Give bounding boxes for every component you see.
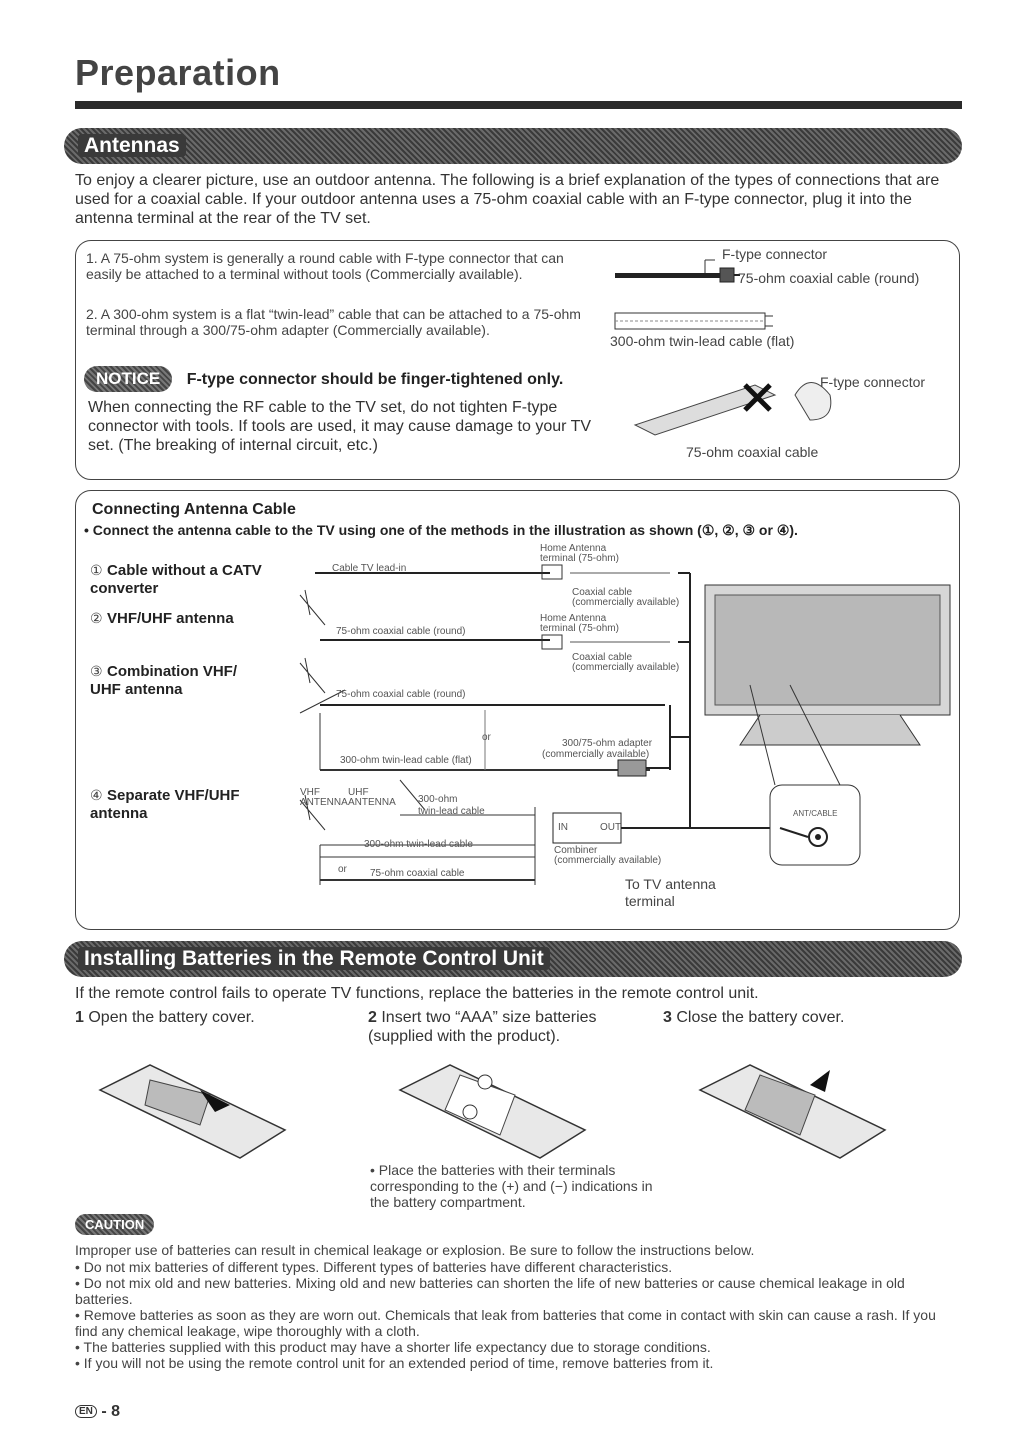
ant-cable-terminal-box bbox=[770, 785, 860, 865]
step-3-num: 3 bbox=[663, 1009, 672, 1026]
lbl-coax-1: Coaxial cable bbox=[572, 587, 633, 598]
lbl-terminal-2: terminal (75-ohm) bbox=[540, 623, 619, 634]
caution-badge: CAUTION bbox=[75, 1214, 154, 1235]
connecting-instruction: • Connect the antenna cable to the TV using one of the methods in the illustration as shown (①, ②, ③ or ④). bbox=[84, 522, 798, 538]
lbl-twinlead-4: 300-ohm twin-lead cable bbox=[364, 839, 473, 850]
lbl-antenna-u: ANTENNA bbox=[348, 797, 396, 808]
method-4-label: Separate VHF/UHF antenna bbox=[90, 787, 240, 822]
lbl-to-tv: To TV antenna bbox=[625, 876, 716, 892]
method-2 bbox=[90, 610, 290, 628]
caution-item: • The batteries supplied with this product may have a shorter life expectancy due to storage conditions. bbox=[75, 1339, 711, 1355]
lbl-commercial-1: (commercially available) bbox=[572, 597, 680, 608]
lbl-or-2: or bbox=[338, 864, 347, 875]
lbl-terminal-1: terminal (75-ohm) bbox=[540, 553, 619, 564]
lbl-twinlead-3: 300-ohm twin-lead cable (flat) bbox=[340, 755, 472, 766]
caution-list bbox=[75, 1259, 960, 1371]
label-75-coax: 75-ohm coaxial cable bbox=[686, 444, 819, 460]
lbl-coax-round-3: 75-ohm coaxial cable (round) bbox=[336, 689, 466, 700]
antenna-3-icon bbox=[300, 658, 325, 693]
antenna-2-icon bbox=[300, 590, 325, 625]
title-rule bbox=[75, 101, 962, 109]
method-1-label: Cable without a CATV converter bbox=[90, 562, 262, 597]
method-1 bbox=[90, 562, 290, 598]
method-3-label: Combination VHF/ UHF antenna bbox=[90, 663, 238, 698]
lbl-uhf: UHF bbox=[348, 787, 369, 798]
antennas-heading: Antennas bbox=[64, 128, 962, 164]
lbl-ant-cable: ANT/CABLE bbox=[793, 809, 838, 818]
method-3 bbox=[90, 663, 270, 699]
remote-step-2-icon bbox=[400, 1065, 585, 1158]
lbl-coax-4: 75-ohm coaxial cable bbox=[370, 868, 465, 879]
lbl-combiner: Combiner bbox=[554, 845, 598, 856]
lbl-300ohm: 300-ohm bbox=[418, 794, 458, 805]
remote-illustrations bbox=[90, 1050, 960, 1160]
lbl-in: IN bbox=[558, 822, 568, 833]
step-2-text: Insert two “AAA” size batteries (supplied with the product). bbox=[368, 1009, 597, 1045]
method-3-num: ③ bbox=[90, 663, 103, 679]
caution-item: • Do not mix batteries of different types. Different types of batteries have different characteristics. bbox=[75, 1259, 673, 1275]
method-2-num: ② bbox=[90, 610, 103, 626]
label-75-round: 75-ohm coaxial cable (round) bbox=[738, 270, 920, 286]
step-3-text: Close the battery cover. bbox=[676, 1009, 845, 1026]
step-2 bbox=[368, 1008, 643, 1046]
page-number: - 8 bbox=[101, 1403, 121, 1420]
lbl-twinlead-cable: twin-lead cable bbox=[418, 806, 485, 817]
label-ftype-2: F-type connector bbox=[820, 374, 926, 390]
method-4-num: ④ bbox=[90, 787, 103, 803]
lbl-vhf: VHF bbox=[300, 787, 320, 798]
caution-item: • If you will not be using the remote control unit for an extended period of time, remove batteries from it. bbox=[75, 1355, 714, 1371]
step-1 bbox=[75, 1008, 345, 1027]
step-1-text: Open the battery cover. bbox=[88, 1009, 255, 1026]
antenna-item-2: 2. A 300-ohm system is a flat “twin-lead” cable that can be attached to a 75-ohm terminal through a 300/75-ohm adapter (Commercially available). bbox=[86, 306, 581, 338]
lang-badge: EN bbox=[75, 1405, 97, 1418]
lbl-cable-tv-leadin: Cable TV lead-in bbox=[332, 563, 407, 574]
lbl-out: OUT bbox=[600, 822, 622, 833]
connecting-heading: Connecting Antenna Cable bbox=[92, 501, 296, 518]
antennas-intro: To enjoy a clearer picture, use an outdoor antenna. The following is a brief explanation of the types of connections that are used for a coaxial cable. If your outdoor antenna uses a 75-ohm coaxial cable with an F-type connector, plug it into the antenna terminal at the rear of the TV set. bbox=[75, 172, 940, 227]
batteries-intro: If the remote control fails to operate TV functions, replace the batteries in the remote control unit. bbox=[75, 985, 759, 1002]
round-cable-icon bbox=[615, 273, 720, 278]
lbl-coax-round-2: 75-ohm coaxial cable (round) bbox=[336, 626, 466, 637]
method-2-label: VHF/UHF antenna bbox=[107, 610, 234, 627]
step-3 bbox=[663, 1008, 953, 1027]
lbl-commercial-2: (commercially available) bbox=[572, 662, 680, 673]
caution-badge-wrap bbox=[75, 1214, 154, 1235]
lbl-adapter: 300/75-ohm adapter bbox=[562, 738, 653, 749]
label-ftype: F-type connector bbox=[722, 246, 828, 262]
notice-badge: NOTICE bbox=[84, 366, 172, 392]
battery-note: • Place the batteries with their terminals corresponding to the (+) and (−) indications in the battery compartment. bbox=[370, 1162, 653, 1210]
lbl-coax-2: Coaxial cable bbox=[572, 652, 633, 663]
lbl-terminal: terminal bbox=[625, 893, 675, 909]
antenna-item-1: 1. A 75-ohm system is generally a round cable with F-type connector that can easily be attached to a terminal without tools (Commercially available). bbox=[86, 250, 564, 282]
lbl-antenna-v: ANTENNA bbox=[300, 797, 348, 808]
label-300-flat: 300-ohm twin-lead cable (flat) bbox=[610, 333, 795, 349]
step-2-num: 2 bbox=[368, 1009, 377, 1026]
lbl-commercial-3: (commercially available) bbox=[542, 749, 650, 760]
remote-step-3-icon bbox=[700, 1065, 885, 1158]
step-1-num: 1 bbox=[75, 1009, 84, 1026]
batteries-heading: Installing Batteries in the Remote Control Unit bbox=[64, 941, 962, 977]
remote-step-1-icon bbox=[100, 1065, 285, 1158]
lbl-commercial-4: (commercially available) bbox=[554, 855, 662, 866]
method-1-num: ① bbox=[90, 562, 103, 578]
lbl-home-antenna-2: Home Antenna bbox=[540, 613, 607, 624]
notice-text: When connecting the RF cable to the TV set, do not tighten F-type connector with tools. If tools are used, it may cause damage to your TV set. (The breaking of internal circuit, etc.) bbox=[88, 399, 592, 454]
caution-item: • Do not mix old and new batteries. Mixing old and new batteries can shorten the life of new batteries or cause chemical leakage in old batteries. bbox=[75, 1275, 905, 1307]
lbl-or-1: or bbox=[482, 732, 491, 743]
page-title: Preparation bbox=[75, 52, 281, 93]
caution-item: • Remove batteries as soon as they are worn out. Chemicals that leak from batteries that come in contact with skin can cause a rash. If you find any chemical leakage, wipe thoroughly with a cloth. bbox=[75, 1307, 936, 1339]
method-4 bbox=[90, 787, 270, 823]
notice-title: F-type connector should be finger-tightened only. bbox=[186, 371, 564, 388]
lbl-home-antenna-1: Home Antenna bbox=[540, 543, 607, 554]
notice-row bbox=[84, 366, 563, 392]
caution-intro: Improper use of batteries can result in chemical leakage or explosion. Be sure to follow the instructions below. bbox=[75, 1242, 755, 1258]
page-footer bbox=[75, 1403, 120, 1421]
